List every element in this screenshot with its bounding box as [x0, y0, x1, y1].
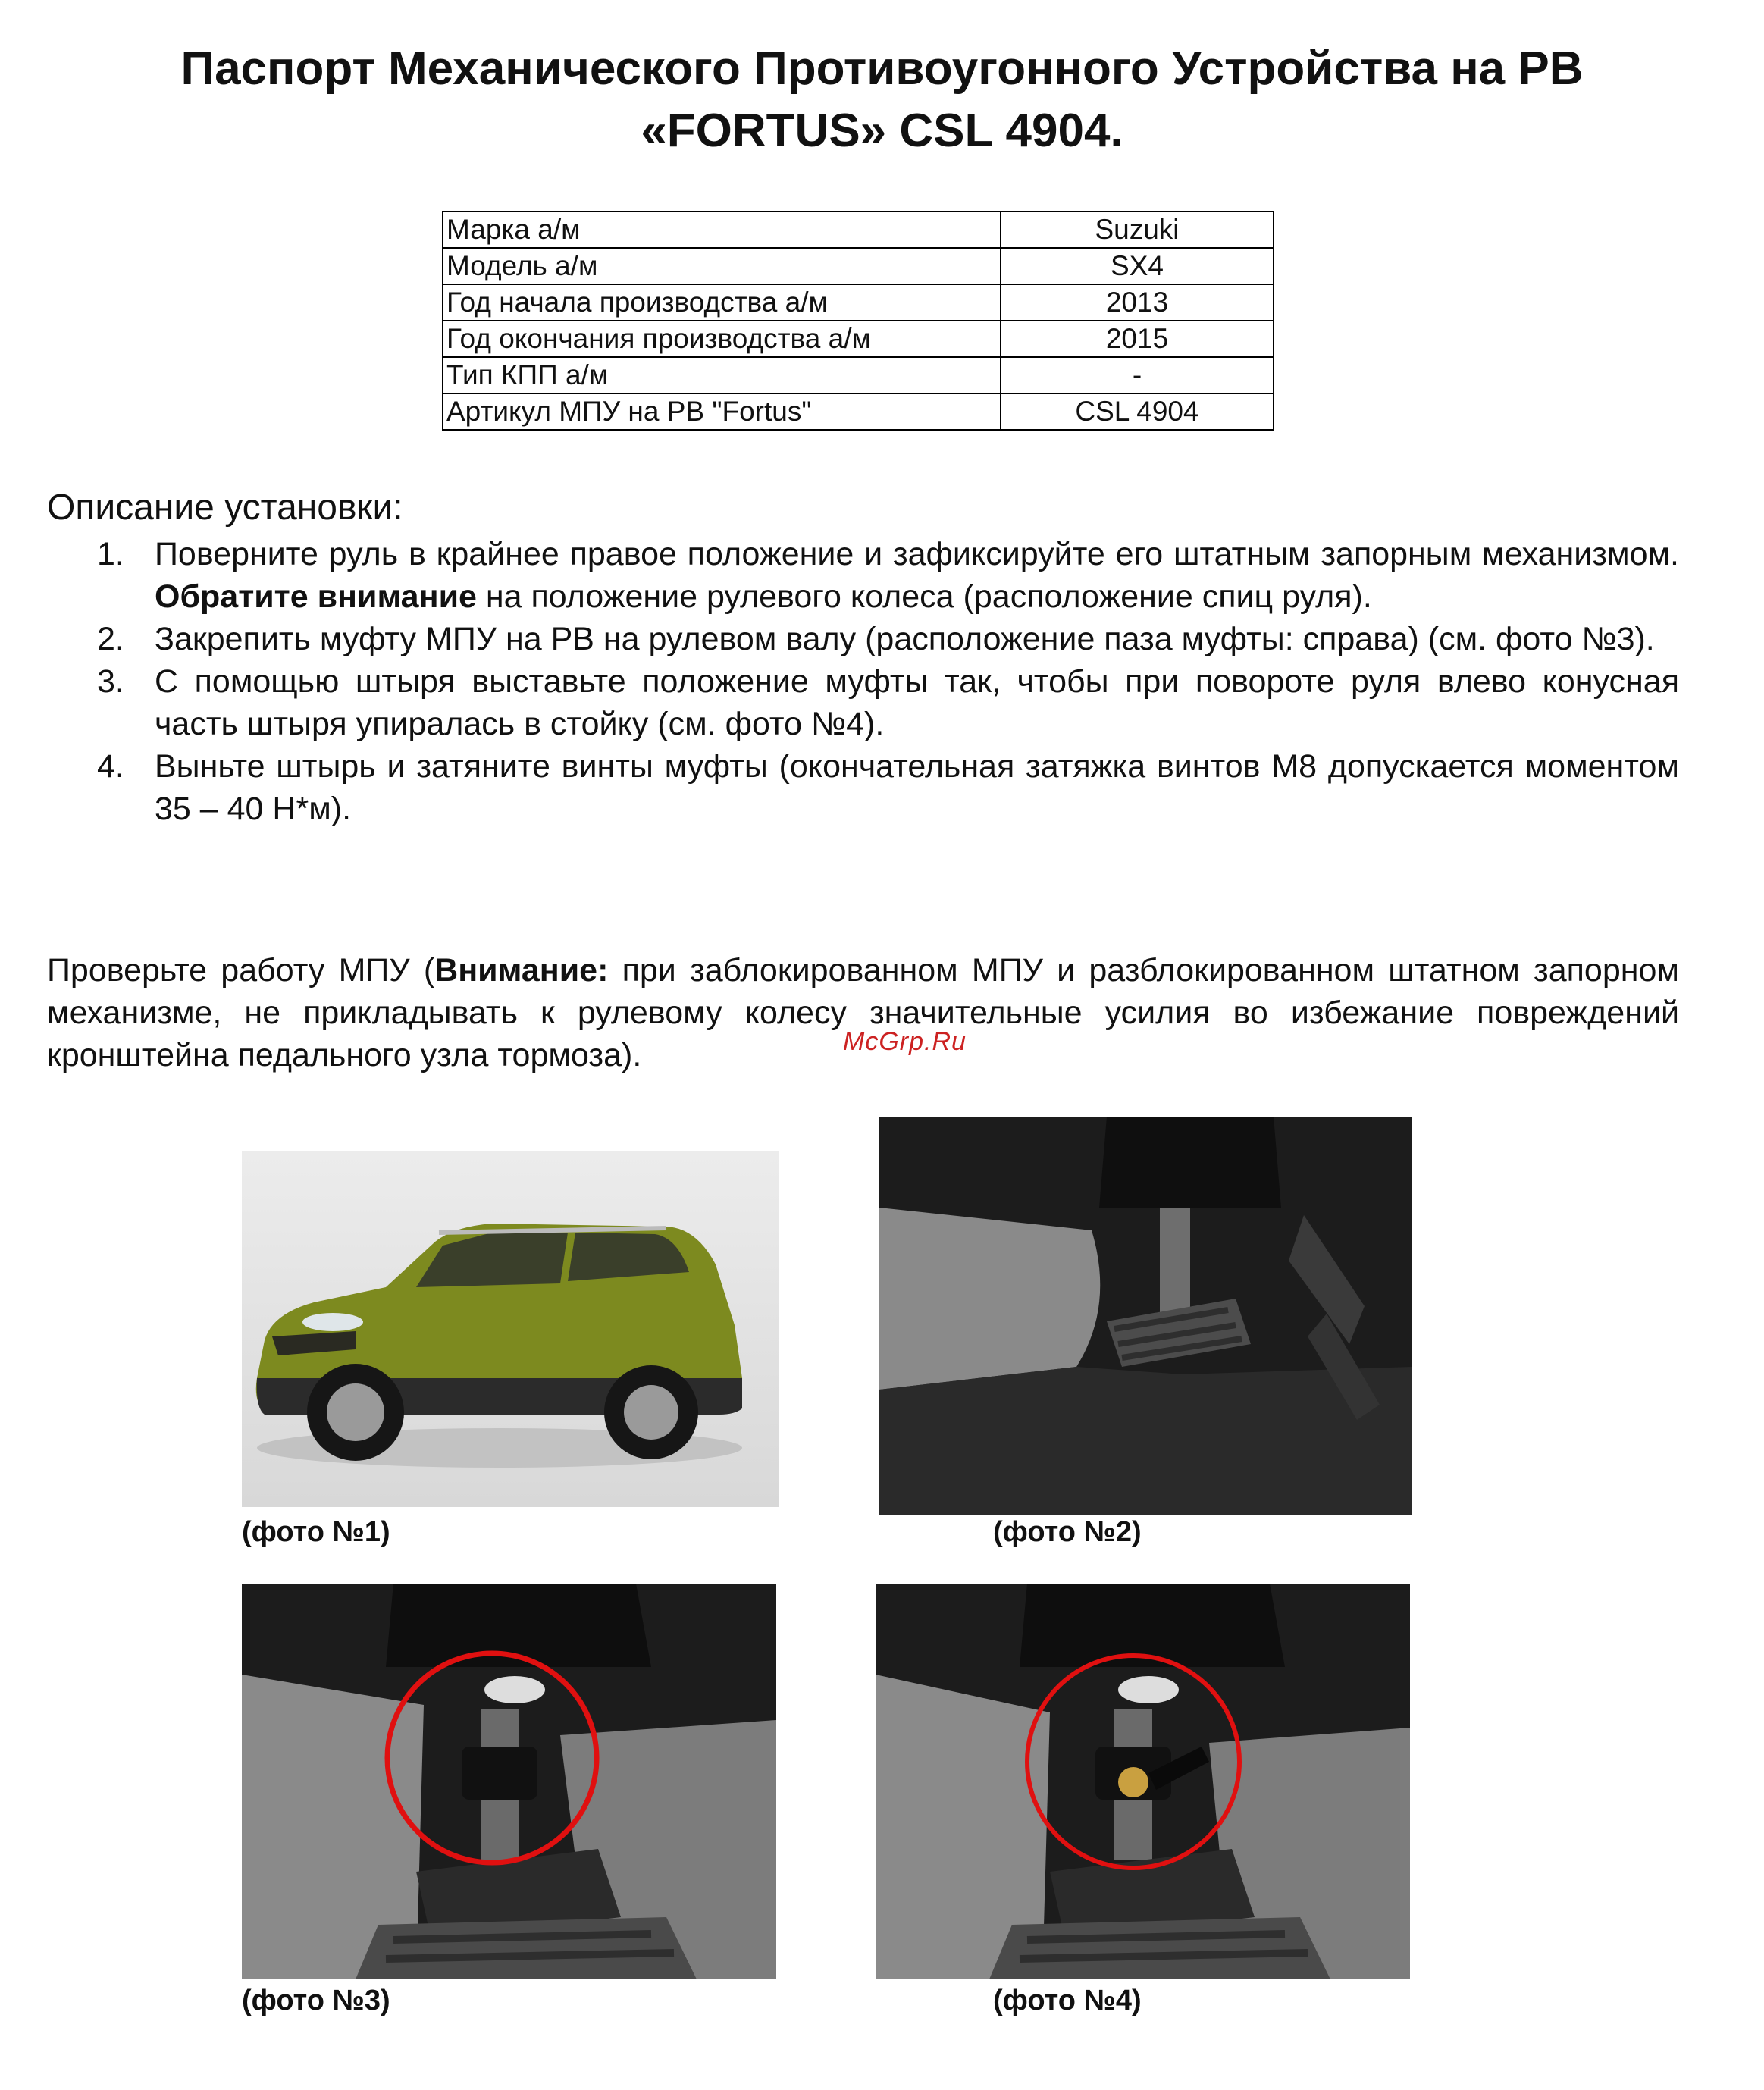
check-text: Проверьте работу МПУ (: [47, 952, 435, 989]
spec-key: Артикул МПУ на РВ "Fortus": [443, 393, 1001, 430]
lock-installed-illustration: [242, 1584, 776, 1979]
list-item: [47, 618, 1679, 660]
photo-lock-installed: [242, 1584, 776, 1979]
table-row: [443, 357, 1274, 393]
lock-pin-illustration: [876, 1584, 1410, 1979]
check-warning-label: Внимание:: [434, 952, 609, 989]
title-line-1: Паспорт Механического Противоугонного Устройства на РВ: [180, 42, 1584, 95]
list-item: [47, 533, 1679, 618]
step-text: С помощью штыря выставьте положение муфты так, чтобы при повороте руля влево конусная часть штыря упиралась в стойку (см. фото №4).: [155, 663, 1679, 742]
check-paragraph: [47, 949, 1679, 1076]
spec-key: Год начала производства а/м: [443, 284, 1001, 321]
spec-value: Suzuki: [1001, 212, 1274, 248]
install-heading: Описание установки:: [47, 487, 403, 528]
table-row: [443, 393, 1274, 430]
step-number: 2.: [97, 621, 124, 657]
spec-key: Модель а/м: [443, 248, 1001, 284]
spec-value: SX4: [1001, 248, 1274, 284]
table-row: [443, 212, 1274, 248]
step-text: Поверните руль в крайнее правое положение и зафиксируйте его штатным запорным механизмом.: [155, 536, 1679, 572]
step-text: Закрепить муфту МПУ на РВ на рулевом валу (расположение паза муфты: справа) (см. фото №3).: [155, 621, 1655, 657]
step-text-tail: на положение рулевого колеса (расположение спиц руля).: [476, 578, 1372, 615]
pedal-area-illustration: [879, 1117, 1412, 1515]
table-row: [443, 248, 1274, 284]
check-text-tail: при заблокированном МПУ и разблокированном штатном запорном механизме, не прикладывать к рулевому колесу значительные усилия во избежание повреждений кронштейна педального узла тормоза).: [47, 952, 1679, 1073]
spec-key: Тип КПП а/м: [443, 357, 1001, 393]
spec-value: 2015: [1001, 321, 1274, 357]
list-item: [47, 745, 1679, 830]
car-illustration: [242, 1151, 779, 1507]
photo-caption-3: (фото №3): [242, 1985, 390, 2016]
spec-value: CSL 4904: [1001, 393, 1274, 430]
photo-lock-pin: [876, 1584, 1410, 1979]
photo-caption-4: (фото №4): [993, 1985, 1142, 2016]
step-emphasis: Обратите внимание: [155, 578, 477, 615]
table-row: [443, 284, 1274, 321]
step-number: 4.: [97, 748, 124, 785]
watermark: McGrp.Ru: [843, 1027, 967, 1056]
document-title: [0, 38, 1764, 162]
step-text: Выньте штырь и затяните винты муфты (окончательная затяжка винтов М8 допускается моментом 35 – 40 Н*м).: [155, 748, 1679, 827]
step-number: 3.: [97, 663, 124, 700]
photo-caption-2: (фото №2): [993, 1516, 1142, 1548]
spec-key: Год окончания производства а/м: [443, 321, 1001, 357]
spec-value: -: [1001, 357, 1274, 393]
spec-key: Марка а/м: [443, 212, 1001, 248]
table-row: [443, 321, 1274, 357]
list-item: [47, 660, 1679, 745]
photo-caption-1: (фото №1): [242, 1516, 390, 1548]
photo-pedal-area: [879, 1117, 1412, 1515]
spec-value: 2013: [1001, 284, 1274, 321]
step-number: 1.: [97, 536, 124, 572]
install-steps: [47, 533, 1679, 830]
title-line-2: «FORTUS» CSL 4904.: [641, 105, 1123, 157]
spec-table: [442, 211, 1274, 431]
photo-car: [242, 1151, 779, 1507]
